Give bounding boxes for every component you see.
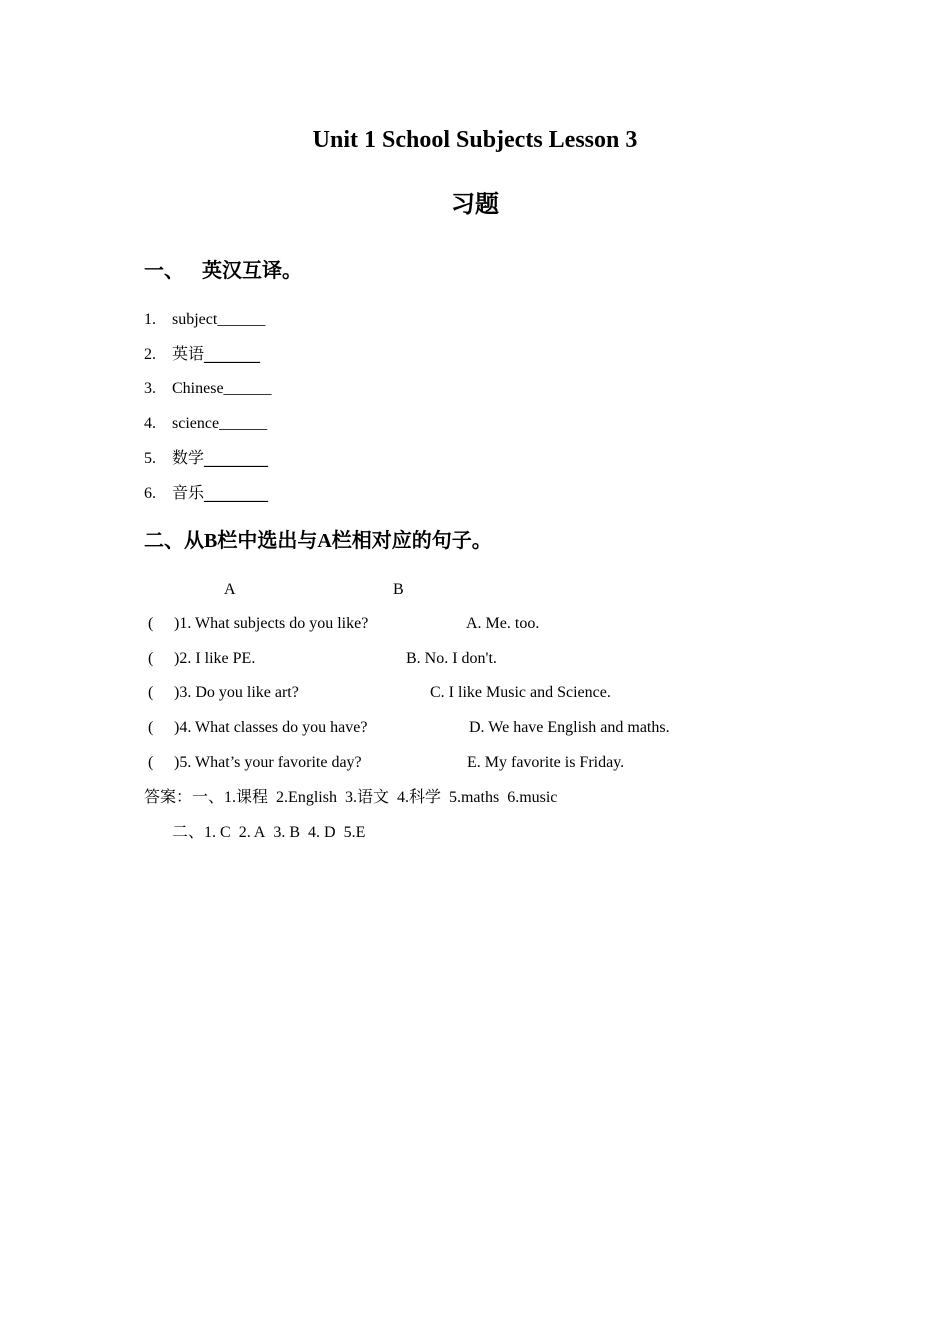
section1-heading — [144, 260, 302, 280]
item-text: Chinese______ — [172, 380, 272, 397]
option-text: A. Me. too. — [466, 615, 540, 632]
item-text: 音乐________ — [172, 483, 269, 502]
section1-item — [144, 485, 268, 502]
section1-item — [144, 450, 268, 467]
question-text: )5. What’s your favorite day? — [174, 754, 362, 771]
answer-key-item: 1.课程 — [224, 789, 269, 806]
answer-key-item: 2.English — [276, 789, 337, 806]
question-text: )4. What classes do you have? — [174, 719, 368, 736]
answer-key-item: 3. B — [273, 824, 301, 841]
question-text: )3. Do you like art? — [174, 684, 299, 701]
section2-heading-b: B — [204, 530, 218, 552]
answer-key-item: 5.maths — [448, 789, 500, 806]
item-number: 6. — [144, 485, 156, 502]
answer-paren: ( — [148, 650, 154, 667]
column-b-header: B — [393, 581, 404, 598]
answer-key-item: 1. C — [204, 824, 231, 841]
answer-key-item: 2. A — [238, 824, 266, 841]
option-text: B. No. I don't. — [406, 650, 497, 667]
section1-heading-text: 英汉互译。 — [202, 258, 302, 282]
column-a-header: A — [224, 581, 236, 598]
answer-paren: ( — [148, 615, 154, 632]
answer-key-prefix: 二、 — [172, 822, 205, 841]
page-subtitle: 习题 — [451, 190, 499, 218]
item-number: 4. — [144, 415, 156, 432]
item-number: 1. — [144, 311, 156, 328]
item-text: subject______ — [172, 311, 266, 328]
section1-item — [144, 416, 267, 432]
option-text: E. My favorite is Friday. — [467, 754, 625, 771]
section1-item — [144, 346, 260, 363]
page-title: Unit 1 School Subjects Lesson 3 — [312, 127, 638, 153]
item-number: 5. — [144, 450, 156, 467]
answer-key-item: 6.music — [507, 789, 558, 806]
item-number: 2. — [144, 346, 156, 363]
section1-item — [144, 381, 272, 397]
option-text: D. We have English and maths. — [469, 719, 670, 736]
answer-paren: ( — [148, 754, 154, 771]
section2-heading-a: A — [317, 530, 332, 552]
section1-item — [144, 312, 265, 328]
answer-paren: ( — [148, 719, 154, 736]
item-text: science______ — [172, 415, 268, 432]
answer-key-label: 答案： — [144, 787, 193, 806]
answer-key-prefix: 一、 — [192, 787, 225, 806]
answer-key-line1 — [144, 789, 557, 806]
answer-key-item: 5.E — [343, 824, 366, 841]
item-text: 数学________ — [172, 448, 269, 467]
question-text: )1. What subjects do you like? — [174, 615, 369, 632]
section2-heading — [144, 530, 492, 551]
answer-paren: ( — [148, 684, 154, 701]
section1-number: 一、 — [144, 258, 184, 282]
section2-heading-part2: 栏中选出与 — [217, 528, 318, 552]
option-text: C. I like Music and Science. — [430, 684, 611, 701]
item-text: 英语_______ — [172, 344, 261, 363]
answer-key-line2 — [172, 824, 365, 841]
answer-key-item: 4.科学 — [396, 789, 441, 806]
section2-heading-part3: 栏相对应的句子。 — [331, 528, 492, 552]
item-number: 3. — [144, 380, 156, 397]
question-text: )2. I like PE. — [174, 650, 256, 667]
answer-key-item: 4. D — [308, 824, 336, 841]
answer-key-item: 3.语文 — [344, 789, 389, 806]
section2-heading-part1: 二、从 — [144, 528, 204, 552]
